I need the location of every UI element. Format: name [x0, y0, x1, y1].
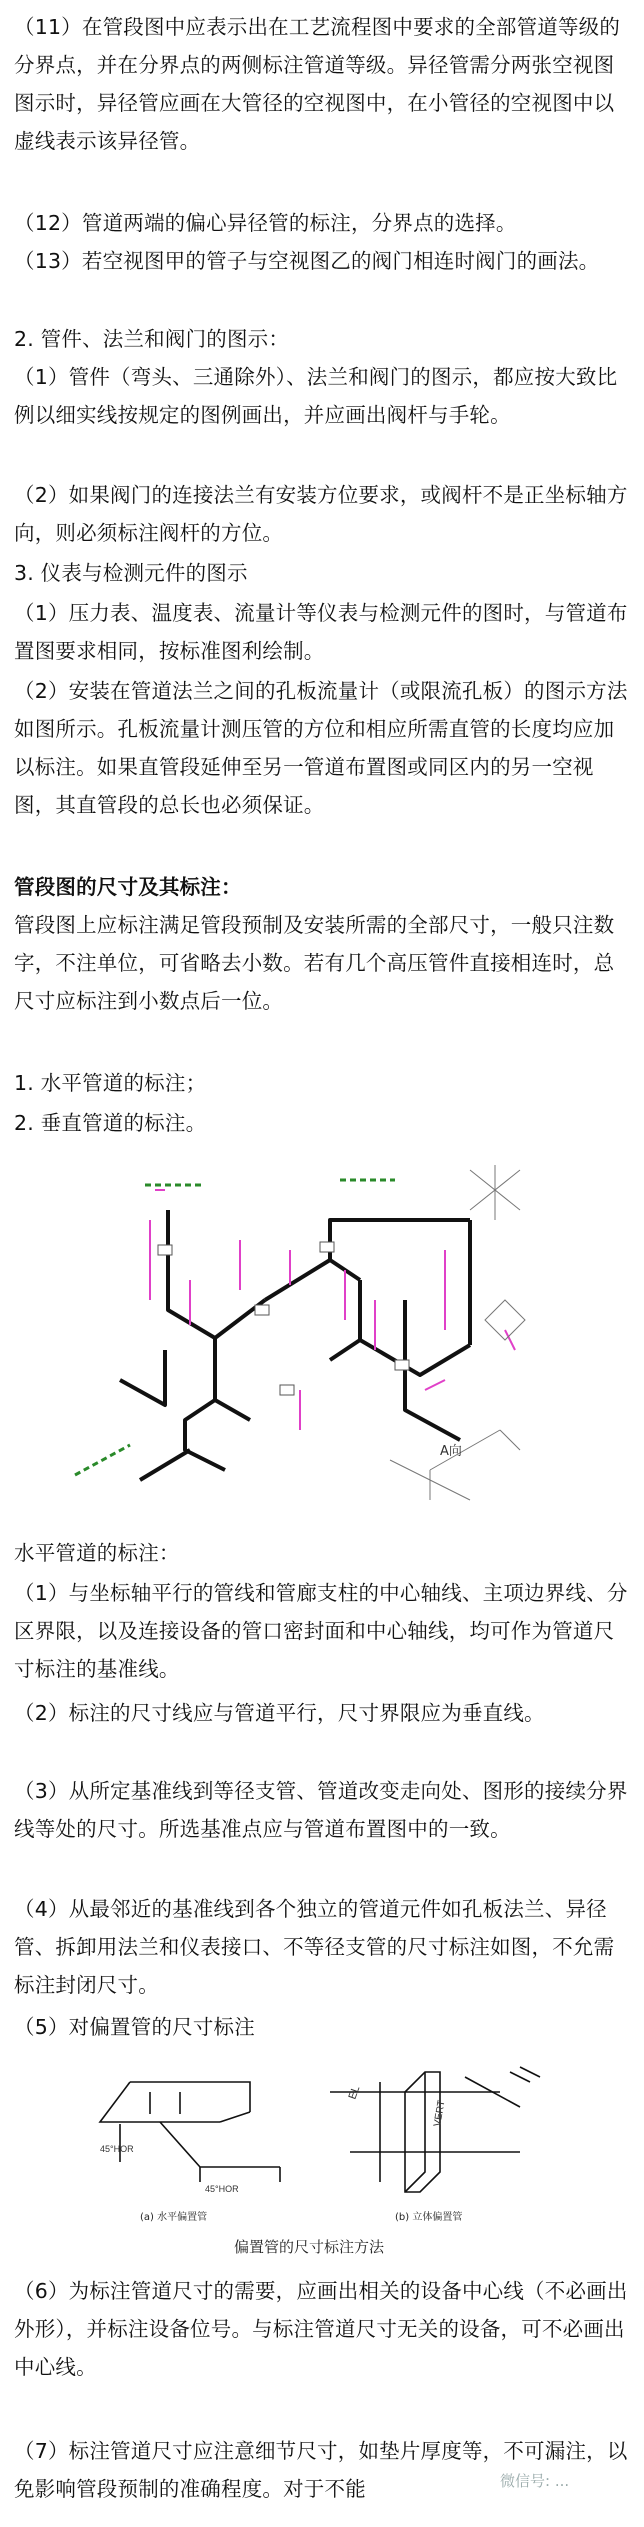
label-45-hor-top: 45°HOR — [100, 2144, 134, 2154]
caption-b: (b) 立体偏置管 — [395, 2212, 463, 2223]
paragraph-datum-to-branch: （3）从所定基准线到等径支管、管道改变走向处、图形的接续分界线等处的尺寸。所选基准点应与管道布置图中的一致。 — [14, 1779, 628, 1841]
list-item-horizontal: 1. 水平管道的标注； — [14, 1071, 207, 1095]
heading-fittings: 2. 管件、法兰和阀门的图示： — [14, 327, 290, 351]
paragraph-instruments-1: （1）压力表、温度表、流量计等仪表与检测元件的图时，与管道布置图要求相同，按标准图利绘制。 — [14, 601, 628, 663]
figure-caption: 偏置管的尺寸标注方法 — [234, 2238, 385, 2256]
offset-pipe-figure — [0, 2052, 644, 2232]
section-heading-dimensions: 管段图的尺寸及其标注： — [14, 875, 242, 899]
paragraph-boundary-points: （11）在管段图中应表示出在工艺流程图中要求的全部管道等级的分界点，并在分界点的两侧标注管道等级。异径管需分两张空视图图示时，异径管应画在大管径的空视图中，在小管径的空视图中以虚线表示该异径管。 — [14, 15, 621, 153]
paragraph-eccentric-reducer: （12）管道两端的偏心异径管的标注，分界点的选择。 — [14, 211, 517, 235]
paragraph-datum-lines: （1）与坐标轴平行的管线和管廊支柱的中心轴线、主项边界线、分区界限，以及连接设备的管口密封面和中心轴线，均可作为管道尺寸标注的基准线。 — [14, 1581, 628, 1681]
label-vert: VERT — [432, 2099, 448, 2128]
paragraph-independent-elements: （4）从最邻近的基准线到各个独立的管道元件如孔板法兰、异径管、拆卸用法兰和仪表接口、不等径支管的尺寸标注如图，不允需标注封闭尺寸。 — [14, 1897, 615, 1997]
heading-horizontal-dimensioning: 水平管道的标注： — [14, 1541, 180, 1565]
paragraph-dimensions: 管段图上应标注满足管段预制及安装所需的全部尺寸，一般只注数字，不注单位，可省略去小数。若有几个高压管件直接相连时，总尺寸应标注到小数点后一位。 — [14, 913, 615, 1013]
view-direction-label: A向 — [440, 1444, 462, 1459]
isometric-piping-figure — [0, 1150, 644, 1530]
paragraph-equipment-centerline: （6）为标注管道尺寸的需要，应画出相关的设备中心线（不必画出外形），并标注设备位号。与标注管道尺寸无关的设备，可不必画出中心线。 — [14, 2279, 628, 2379]
heading-instruments: 3. 仪表与检测元件的图示 — [14, 561, 248, 585]
list-item-vertical: 2. 垂直管道的标注。 — [14, 1111, 207, 1135]
caption-a: (a) 水平偏置管 — [140, 2212, 208, 2223]
paragraph-offset-pipe: （5）对偏置管的尺寸标注 — [14, 2015, 255, 2039]
label-45-hor-bottom: 45°HOR — [205, 2184, 239, 2194]
paragraph-detail-dimensions: （7）标注管道尺寸应注意细节尺寸，如垫片厚度等，不可漏注，以免影响管段预制的准确程度。对于不能 — [14, 2439, 628, 2501]
paragraph-instruments-2: （2）安装在管道法兰之间的孔板流量计（或限流孔板）的图示方法如图所示。孔板流量计测压管的方位和相应所需直管的长度均应加以标注。如果直管段延伸至另一管道布置图或同区内的另一空视图，其直管段的总长也必须保证。 — [14, 679, 628, 817]
watermark: 微信号: ... — [500, 2472, 570, 2490]
paragraph-valve-drawing: （13）若空视图甲的管子与空视图乙的阀门相连时阀门的画法。 — [14, 249, 600, 273]
paragraph-fittings-2: （2）如果阀门的连接法兰有安装方位要求，或阀杆不是正坐标轴方向，则必须标注阀杆的方位。 — [14, 483, 628, 545]
label-el: EL — [346, 2084, 363, 2102]
paragraph-dimension-line: （2）标注的尺寸线应与管道平行，尺寸界限应为垂直线。 — [14, 1701, 545, 1725]
paragraph-fittings-1: （1）管件（弯头、三通除外）、法兰和阀门的图示，都应按大致比例以细实线按规定的图例画出，并应画出阀杆与手轮。 — [14, 365, 618, 427]
